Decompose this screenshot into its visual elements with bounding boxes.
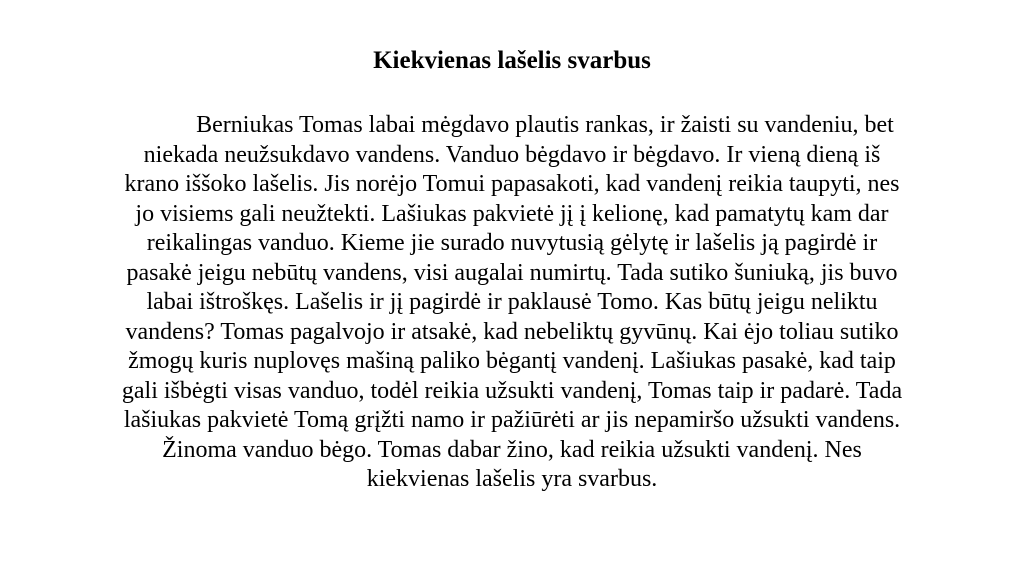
story-line: jo visiems gali neužtekti. Lašiukas pakvietė jį į kelionę, kad pamatytų kam dar (135, 200, 889, 227)
story-line: reikalingas vanduo. Kieme jie surado nuvytusią gėlytę ir lašelis ją pagirdė ir (146, 230, 878, 256)
story-line: žmogų kuris nuplovęs mašiną paliko bėgantį vandenį. Lašiukas pasakė, kad taip (128, 348, 896, 374)
story-line: lašiukas pakvietė Tomą grįžti namo ir pažiūrėti ar jis nepamiršo užsukti vandens. (123, 407, 901, 433)
story-line: gali išbėgti visas vanduo, todėl reikia užsukti vandenį, Tomas taip ir padarė. Tada (121, 377, 903, 404)
story-line: labai ištroškęs. Lašelis ir jį pagirdė ir paklausė Tomo. Kas būtų jeigu neliktu (146, 289, 878, 315)
story-line: Žinoma vanduo bėgo. Tomas dabar žino, kad reikia užsukti vandenį. Nes (162, 436, 862, 463)
story-line: Berniukas Tomas labai mėgdavo plautis rankas, ir žaisti su vandeniu, bet (196, 112, 894, 138)
document-title: Kiekvienas lašelis svarbus (373, 47, 651, 74)
story-line: kiekvienas lašelis yra svarbus. (366, 466, 658, 492)
story-line: vandens? Tomas pagalvojo ir atsakė, kad nebeliktų gyvūnų. Kai ėjo toliau sutiko (125, 318, 899, 345)
story-line: krano iššoko lašelis. Jis norėjo Tomui papasakoti, kad vandenį reikia taupyti, nes (124, 171, 900, 197)
story-paragraph (24, 111, 1000, 495)
story-line: niekada neužsukdavo vandens. Vanduo bėgdavo ir bėgdavo. Ir vieną dieną iš (143, 141, 881, 168)
story-line: pasakė jeigu nebūtų vandens, visi augalai numirtų. Tada sutiko šuniuką, jis buvo (126, 259, 898, 286)
